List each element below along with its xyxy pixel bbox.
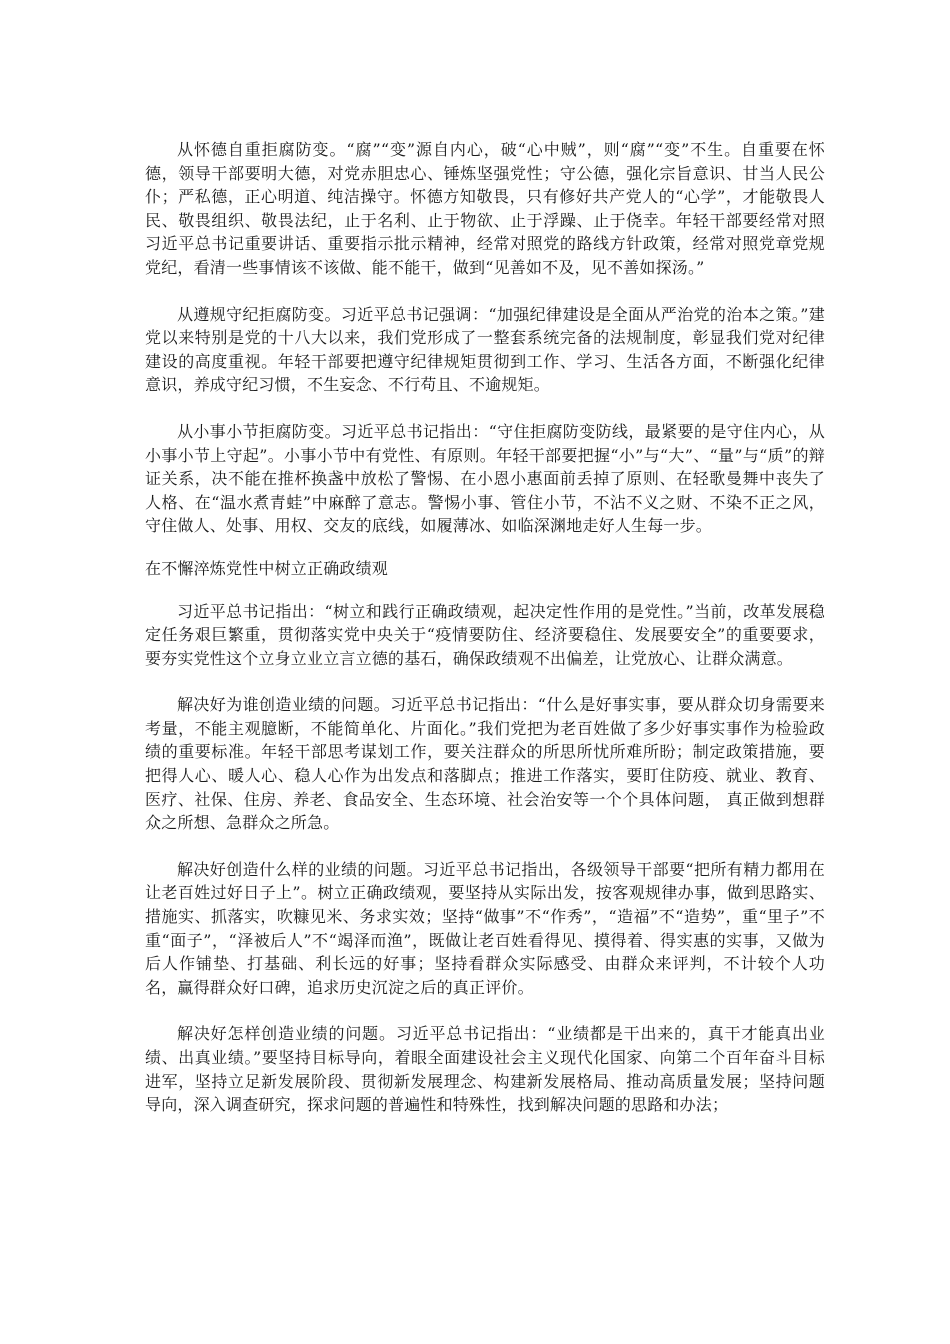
paragraph-huaide: 从怀德自重拒腐防变。“腐”“变”源自内心，破“心中贼”，则“腐”“变”不生。自重要在怀德，领导干部要明大德，对党赤胆忠心、锤炼坚强党性；守公德，强化宗旨意识、甘当人民公仆；严私德，正心明道、纯洁操守。怀德方知敬畏，只有修好共产党人的“心学”，才能敬畏人民、敬畏组织、敬畏法纪，止于名利、止于物欲、止于浮躁、止于侥幸。年轻干部要经常对照习近平总书记重要讲话、重要指示批示精神，经常对照党的路线方针政策，经常对照党章党规党纪，看清一些事情该不该做、能不能干，做到“见善如不及，见不善如探汤。” [145, 140, 825, 277]
paragraph-xiaoshi: 从小事小节拒腐防变。习近平总书记指出：“守住拒腐防变防线，最紧要的是守住内心，从小事小节上守起”。小事小节中有党性、有原则。年轻干部要把握“小”与“大”、“量”与“质”的辩证关系，决不能在推杯换盏中放松了警惕、在小恩小惠面前丢掉了原则、在轻歌曼舞中丧失了人格、在“温水煮青蛙”中麻醉了意志。警惕小事、管住小节，不沾不义之财、不染不正之风，守住做人、处事、用权、交友的底线，如履薄冰、如临深渊地走好人生每一步。 [145, 421, 825, 536]
paragraph-zenyang: 解决好怎样创造业绩的问题。习近平总书记指出：“业绩都是干出来的，真干才能真出业绩、出真业绩。”要坚持目标导向，着眼全面建设社会主义现代化国家、向第二个百年奋斗目标进军，坚持立足新发展阶段、贯彻新发展理念、构建新发展格局、推动高质量发展；坚持问题导向，深入调查研究，探求问题的普遍性和特殊性，找到解决问题的思路和办法； [145, 1024, 825, 1115]
section-heading: 在不懈淬炼党性中树立正确政绩观 [145, 558, 389, 578]
paragraph-weishui: 解决好为谁创造业绩的问题。习近平总书记指出：“什么是好事实事，要从群众切身需要来考量，不能主观臆断，不能简单化、片面化。”我们党把为老百姓做了多少好事实事作为检验政绩的重要标准。年轻干部思考谋划工作，要关注群众的所思所忧所难所盼；制定政策措施，要把得人心、暖人心、稳人心作为出发点和落脚点；推进工作落实，要盯住防疫、就业、教育、医疗、社保、住房、养老、食品安全、生态环境、社会治安等一个个具体问题， 真正做到想群众之所想、急群众之所急。 [145, 695, 825, 833]
paragraph-dangxing: 习近平总书记指出：“树立和践行正确政绩观，起决定性作用的是党性。”当前，改革发展稳定任务艰巨繁重，贯彻落实党中央关于“疫情要防住、经济要稳住、发展要安全”的重要要求，要夯实党性这个立身立业立言立德的基石，确保政绩观不出偏差，让党放心、让群众满意。 [145, 601, 825, 668]
document-body [145, 138, 825, 1117]
paragraph-zungui: 从遵规守纪拒腐防变。习近平总书记强调：“加强纪律建设是全面从严治党的治本之策。”建党以来特别是党的十八大以来，我们党形成了一整套系统完备的法规制度，彰显我们党对纪律建设的高度重视。年轻干部要把遵守纪律规矩贯彻到工作、学习、生活各方面，不断强化纪律意识，养成守纪习惯，不生妄念、不行苟且、不逾规矩。 [145, 304, 825, 395]
paragraph-shenmeyang: 解决好创造什么样的业绩的问题。习近平总书记指出，各级领导干部要“把所有精力都用在让老百姓过好日子上”。树立正确政绩观，要坚持从实际出发，按客观规律办事，做到思路实、措施实、抓落实，吹糠见米、务求实效；坚持“做事”不“作秀”，“造福”不“造势”，重“里子”不重“面子”，“泽被后人”不“竭泽而渔”，既做让老百姓看得见、摸得着、得实惠的实事，又做为后人作铺垫、打基础、利长远的好事；坚持看群众实际感受、由群众来评判，不计较个人功名，赢得群众好口碑，追求历史沉淀之后的真正评价。 [145, 859, 825, 997]
